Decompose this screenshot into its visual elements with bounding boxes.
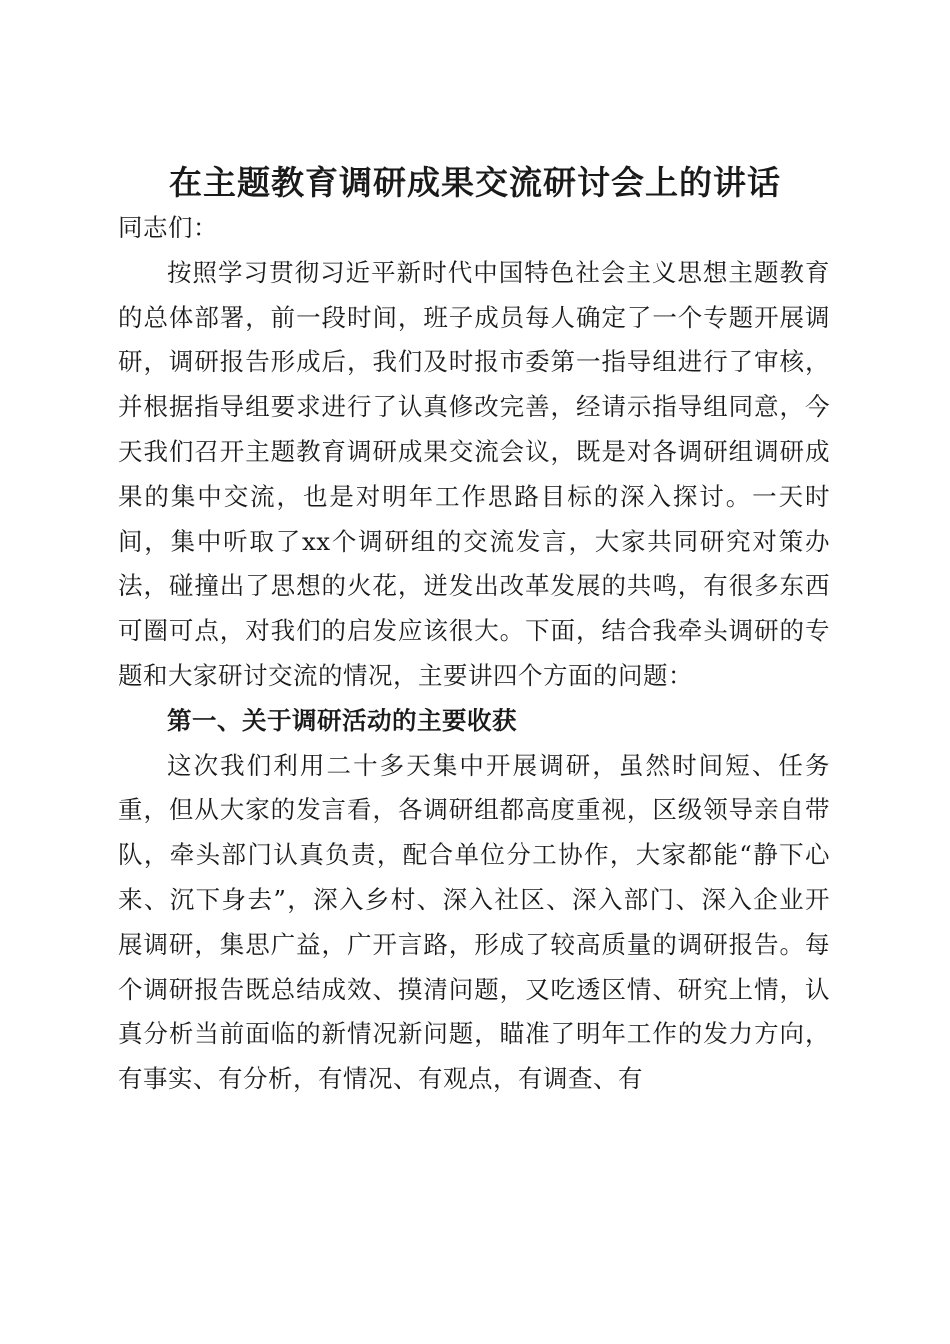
document-body <box>118 206 830 1102</box>
section-heading: 第一、关于调研活动的主要收获 <box>167 705 517 735</box>
salutation: 同志们： <box>118 213 218 242</box>
paragraph-harvest: 这次我们利用二十多天集中开展调研，虽然时间短、任务重，但从大家的发言看，各调研组都高度重视，区级领导亲自带队，牵头部门认真负责，配合单位分工协作，大家都能“静下心来、沉下身去”，深入乡村、深入社区、深入部门、深入企业开展调研，集思广益，广开言路，形成了较高质量的调研报告。每个调研报告既总结成效、摸清问题，又吃透区情、研究上情，认真分析当前面临的新情况新问题，瞄准了明年工作的发力方向，有事实、有分析，有情况、有观点，有调查、有 <box>118 750 830 1094</box>
document-title: 在主题教育调研成果交流研讨会上的讲话 <box>169 163 781 203</box>
paragraph-intro: 按照学习贯彻习近平新时代中国特色社会主义思想主题教育的总体部署，前一段时间，班子成员每人确定了一个专题开展调研，调研报告形成后，我们及时报市委第一指导组进行了审核，并根据指导组要求进行了认真修改完善，经请示指导组同意，今天我们召开主题教育调研成果交流会议，既是对各调研组调研成果的集中交流，也是对明年工作思路目标的深入探讨。一天时间，集中听取了xx个调研组的交流发言，大家共同研究对策办法，碰撞出了思想的火花，迸发出改革发展的共鸣，有很多东西可圈可点，对我们的启发应该很大。下面，结合我牵头调研的专题和大家研讨交流的情况，主要讲四个方面的问题： <box>118 257 830 690</box>
